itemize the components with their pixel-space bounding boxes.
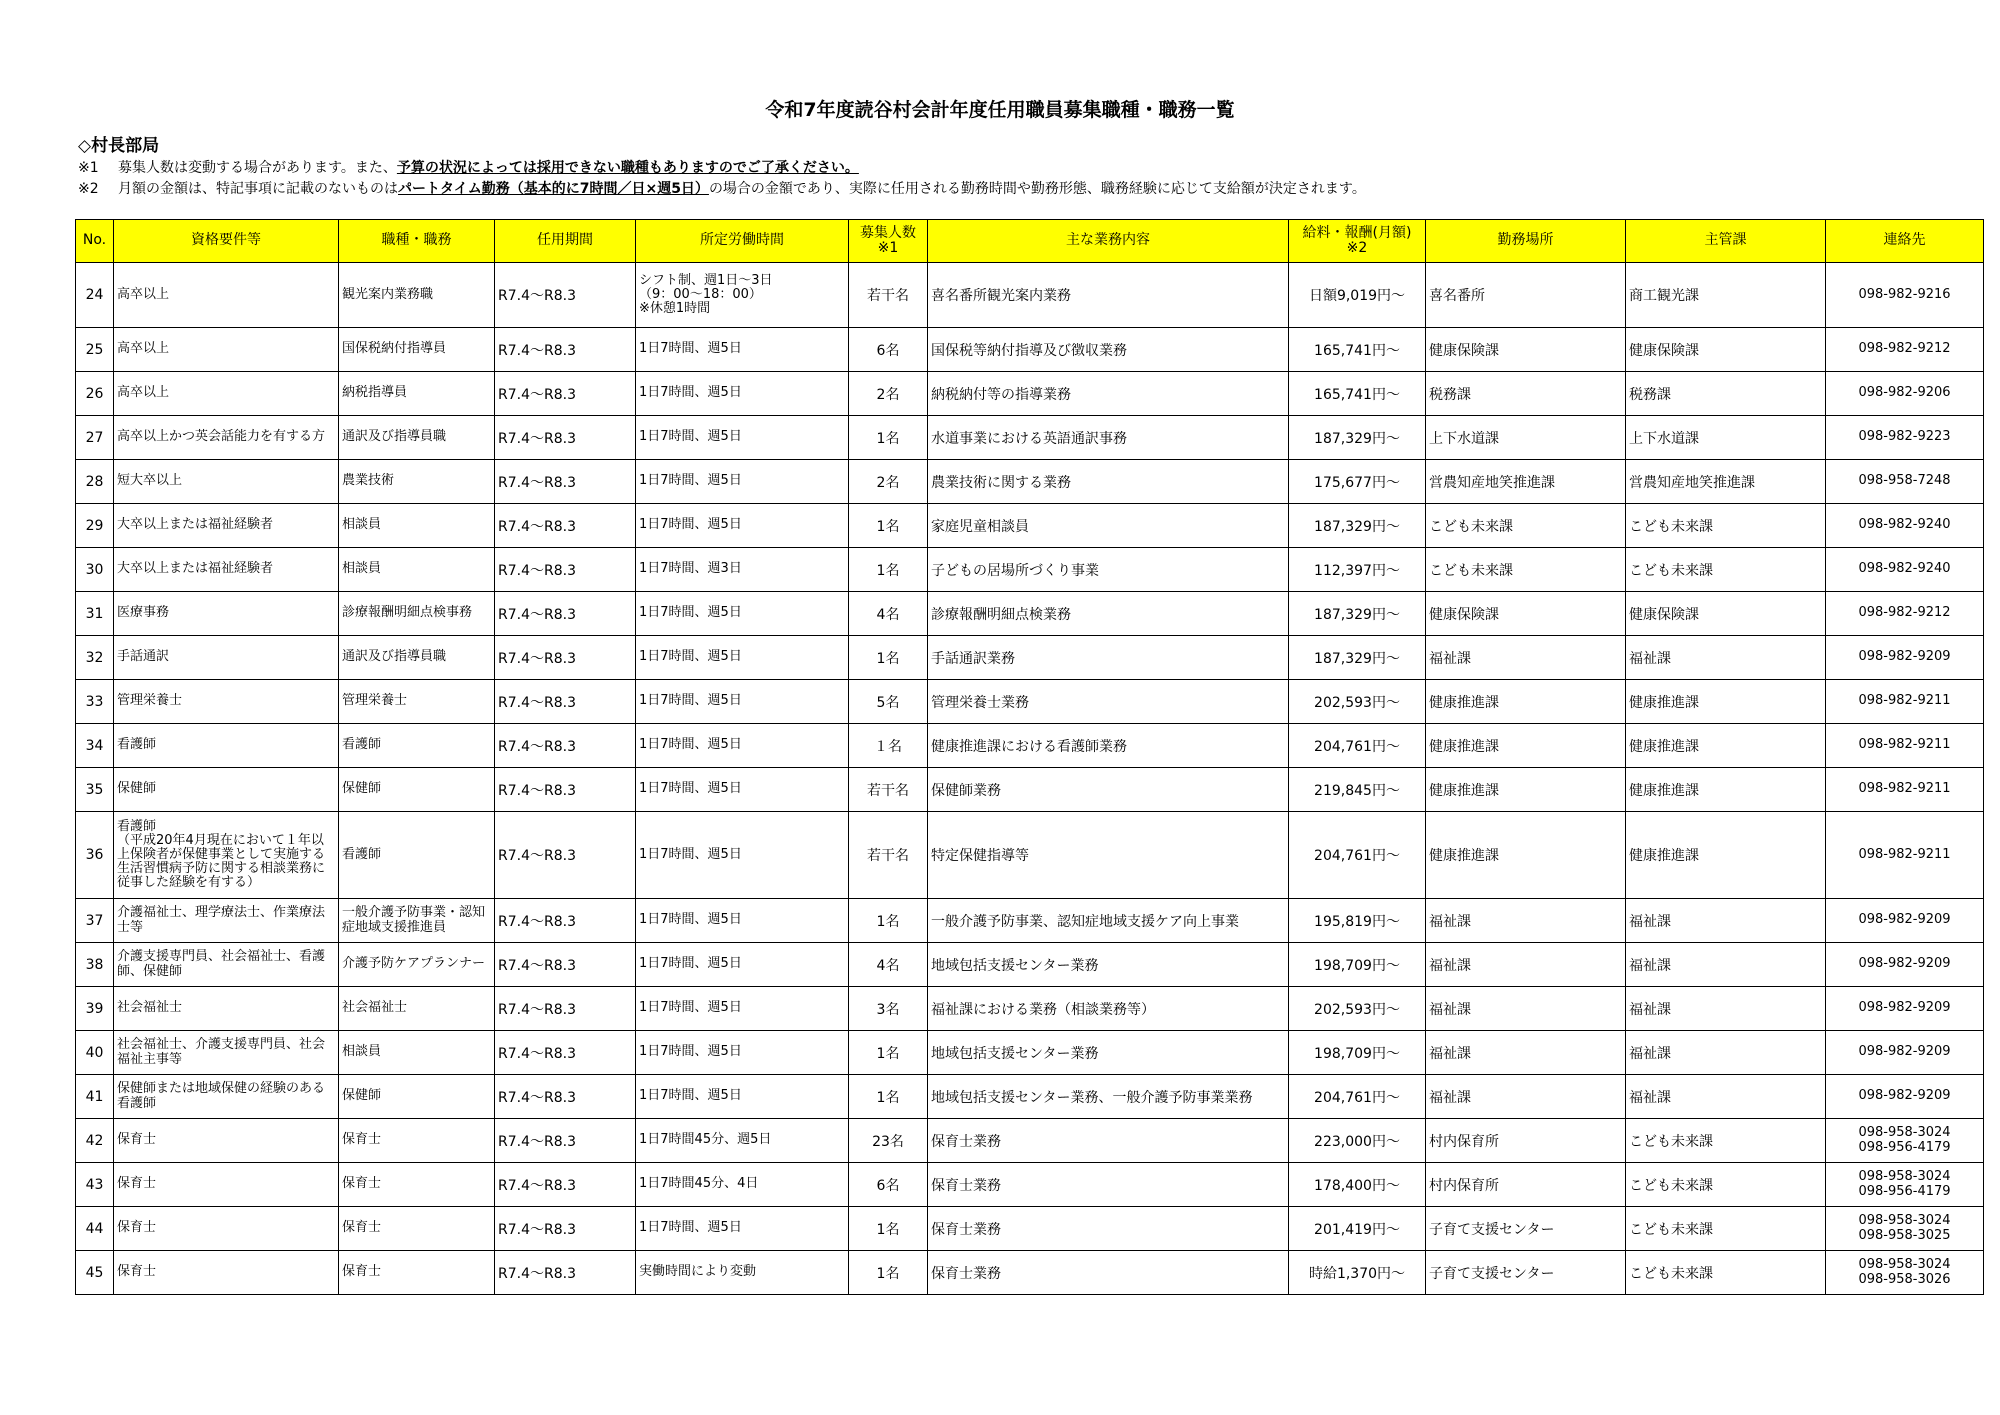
cell-job: 通訳及び指導員職 xyxy=(339,636,495,680)
cell-pay: 219,845円～ xyxy=(1289,768,1426,812)
cell-workplace: 健康推進課 xyxy=(1426,768,1626,812)
cell-qualification: 高卒以上 xyxy=(114,328,339,372)
cell-duties: 喜名番所観光案内業務 xyxy=(928,263,1289,328)
cell-no: 42 xyxy=(76,1119,114,1163)
cell-no: 27 xyxy=(76,416,114,460)
cell-period: R7.4～R8.3 xyxy=(495,328,636,372)
cell-contact: 098-958-3024 098-958-3026 xyxy=(1826,1251,1984,1295)
cell-no: 36 xyxy=(76,812,114,899)
cell-workplace: 福祉課 xyxy=(1426,943,1626,987)
cell-hours: 1日7時間、週5日 xyxy=(636,460,849,504)
header-count-label: 募集人数 xyxy=(860,224,916,241)
cell-hours: 1日7時間、週5日 xyxy=(636,636,849,680)
table-row xyxy=(76,1207,1984,1251)
cell-count: 6名 xyxy=(849,328,928,372)
cell-duties: 国保税等納付指導及び徴収業務 xyxy=(928,328,1289,372)
cell-contact: 098-982-9209 xyxy=(1826,987,1984,1031)
note-2-emphasis: パートタイム勤務（基本的に7時間／日×週5日） xyxy=(398,181,709,197)
cell-job: 相談員 xyxy=(339,504,495,548)
cell-dept: 健康推進課 xyxy=(1626,768,1826,812)
cell-workplace: 福祉課 xyxy=(1426,899,1626,943)
cell-hours: 1日7時間、週5日 xyxy=(636,504,849,548)
table-row xyxy=(76,416,1984,460)
cell-duties: 特定保健指導等 xyxy=(928,812,1289,899)
cell-contact: 098-958-3024 098-956-4179 xyxy=(1826,1119,1984,1163)
cell-duties: 地域包括支援センター業務 xyxy=(928,1031,1289,1075)
cell-dept: 営農知産地笑推進課 xyxy=(1626,460,1826,504)
cell-hours: 1日7時間、週5日 xyxy=(636,768,849,812)
cell-no: 37 xyxy=(76,899,114,943)
cell-period: R7.4～R8.3 xyxy=(495,987,636,1031)
cell-period: R7.4～R8.3 xyxy=(495,548,636,592)
header-job: 職種・職務 xyxy=(339,220,495,263)
table-row xyxy=(76,1163,1984,1207)
cell-qualification: 社会福祉士、介護支援専門員、社会福祉主事等 xyxy=(114,1031,339,1075)
cell-dept: 福祉課 xyxy=(1626,943,1826,987)
cell-qualification: 保育士 xyxy=(114,1207,339,1251)
cell-pay: 187,329円～ xyxy=(1289,636,1426,680)
cell-period: R7.4～R8.3 xyxy=(495,768,636,812)
cell-dept: こども未来課 xyxy=(1626,1119,1826,1163)
cell-no: 29 xyxy=(76,504,114,548)
cell-period: R7.4～R8.3 xyxy=(495,1163,636,1207)
cell-dept: こども未来課 xyxy=(1626,1251,1826,1295)
note-2 xyxy=(78,178,1366,198)
cell-period: R7.4～R8.3 xyxy=(495,943,636,987)
cell-no: 32 xyxy=(76,636,114,680)
cell-workplace: 健康保険課 xyxy=(1426,328,1626,372)
cell-count: １名 xyxy=(849,724,928,768)
cell-dept: 健康保険課 xyxy=(1626,592,1826,636)
cell-count: 1名 xyxy=(849,1075,928,1119)
cell-dept: 商工観光課 xyxy=(1626,263,1826,328)
header-no: No. xyxy=(76,220,114,263)
cell-no: 39 xyxy=(76,987,114,1031)
section-heading: ◇村長部局 xyxy=(78,136,160,156)
cell-dept: 上下水道課 xyxy=(1626,416,1826,460)
cell-pay: 202,593円～ xyxy=(1289,987,1426,1031)
cell-pay: 187,329円～ xyxy=(1289,592,1426,636)
cell-qualification: 看護師 xyxy=(114,724,339,768)
cell-workplace: こども未来課 xyxy=(1426,504,1626,548)
cell-job: 保育士 xyxy=(339,1207,495,1251)
cell-count: 1名 xyxy=(849,548,928,592)
cell-qualification: 介護福祉士、理学療法士、作業療法士等 xyxy=(114,899,339,943)
cell-dept: こども未来課 xyxy=(1626,1163,1826,1207)
cell-workplace: 健康保険課 xyxy=(1426,592,1626,636)
cell-qualification: 社会福祉士 xyxy=(114,987,339,1031)
cell-count: 1名 xyxy=(849,899,928,943)
cell-qualification: 保育士 xyxy=(114,1163,339,1207)
cell-job: 納税指導員 xyxy=(339,372,495,416)
cell-hours: 1日7時間、週5日 xyxy=(636,987,849,1031)
cell-qualification: 保育士 xyxy=(114,1251,339,1295)
cell-count: 5名 xyxy=(849,680,928,724)
cell-job: 保育士 xyxy=(339,1251,495,1295)
table-row xyxy=(76,768,1984,812)
cell-job: 相談員 xyxy=(339,1031,495,1075)
cell-no: 44 xyxy=(76,1207,114,1251)
cell-pay: 日額9,019円～ xyxy=(1289,263,1426,328)
cell-workplace: 福祉課 xyxy=(1426,987,1626,1031)
cell-hours: 1日7時間45分、4日 xyxy=(636,1163,849,1207)
cell-hours: 1日7時間、週5日 xyxy=(636,899,849,943)
cell-hours: シフト制、週1日～3日 （9：00～18：00） ※休憩1時間 xyxy=(636,263,849,328)
cell-hours: 1日7時間、週5日 xyxy=(636,812,849,899)
cell-dept: 健康保険課 xyxy=(1626,328,1826,372)
cell-hours: 1日7時間、週5日 xyxy=(636,592,849,636)
cell-dept: 福祉課 xyxy=(1626,1075,1826,1119)
cell-count: 若干名 xyxy=(849,263,928,328)
cell-job: 農業技術 xyxy=(339,460,495,504)
cell-job: 通訳及び指導員職 xyxy=(339,416,495,460)
cell-dept: こども未来課 xyxy=(1626,1207,1826,1251)
cell-period: R7.4～R8.3 xyxy=(495,504,636,548)
cell-job: 保育士 xyxy=(339,1119,495,1163)
cell-count: 4名 xyxy=(849,943,928,987)
cell-contact: 098-982-9211 xyxy=(1826,724,1984,768)
cell-pay: 178,400円～ xyxy=(1289,1163,1426,1207)
table-row xyxy=(76,263,1984,328)
cell-count: 4名 xyxy=(849,592,928,636)
table-row xyxy=(76,636,1984,680)
note-1-text: 募集人数は変動する場合があります。また、 xyxy=(118,160,397,176)
cell-contact: 098-958-3024 098-958-3025 xyxy=(1826,1207,1984,1251)
cell-count: 若干名 xyxy=(849,768,928,812)
header-pay-note: ※2 xyxy=(1346,240,1368,256)
header-pay-label: 給料・報酬(月額) xyxy=(1302,224,1412,241)
cell-hours: 1日7時間、週5日 xyxy=(636,943,849,987)
cell-duties: 地域包括支援センター業務 xyxy=(928,943,1289,987)
cell-duties: 保育士業務 xyxy=(928,1251,1289,1295)
cell-dept: 健康推進課 xyxy=(1626,812,1826,899)
cell-job: 観光案内業務職 xyxy=(339,263,495,328)
table-row xyxy=(76,460,1984,504)
cell-duties: 保育士業務 xyxy=(928,1119,1289,1163)
cell-contact: 098-982-9211 xyxy=(1826,768,1984,812)
cell-hours: 実働時間により変動 xyxy=(636,1251,849,1295)
cell-hours: 1日7時間、週5日 xyxy=(636,1031,849,1075)
cell-job: 看護師 xyxy=(339,724,495,768)
cell-duties: 保育士業務 xyxy=(928,1207,1289,1251)
cell-period: R7.4～R8.3 xyxy=(495,1251,636,1295)
note-2-mark: ※2 xyxy=(78,181,99,197)
cell-qualification: 保健師または地域保健の経験のある看護師 xyxy=(114,1075,339,1119)
cell-pay: 187,329円～ xyxy=(1289,416,1426,460)
cell-job: 保育士 xyxy=(339,1163,495,1207)
cell-contact: 098-982-9240 xyxy=(1826,504,1984,548)
cell-contact: 098-982-9209 xyxy=(1826,1075,1984,1119)
cell-period: R7.4～R8.3 xyxy=(495,372,636,416)
recruitment-table xyxy=(75,219,1984,1295)
cell-period: R7.4～R8.3 xyxy=(495,1207,636,1251)
cell-pay: 204,761円～ xyxy=(1289,1075,1426,1119)
cell-qualification: 保健師 xyxy=(114,768,339,812)
cell-workplace: 福祉課 xyxy=(1426,1031,1626,1075)
cell-no: 31 xyxy=(76,592,114,636)
table-row xyxy=(76,1251,1984,1295)
cell-contact: 098-982-9206 xyxy=(1826,372,1984,416)
cell-pay: 175,677円～ xyxy=(1289,460,1426,504)
cell-no: 33 xyxy=(76,680,114,724)
header-workplace: 勤務場所 xyxy=(1426,220,1626,263)
cell-workplace: 営農知産地笑推進課 xyxy=(1426,460,1626,504)
cell-duties: 診療報酬明細点検業務 xyxy=(928,592,1289,636)
table-row xyxy=(76,812,1984,899)
cell-dept: 福祉課 xyxy=(1626,636,1826,680)
cell-workplace: 福祉課 xyxy=(1426,1075,1626,1119)
cell-hours: 1日7時間、週5日 xyxy=(636,416,849,460)
cell-no: 26 xyxy=(76,372,114,416)
cell-dept: 税務課 xyxy=(1626,372,1826,416)
cell-count: 23名 xyxy=(849,1119,928,1163)
cell-contact: 098-982-9212 xyxy=(1826,328,1984,372)
cell-duties: 農業技術に関する業務 xyxy=(928,460,1289,504)
cell-count: 2名 xyxy=(849,372,928,416)
cell-hours: 1日7時間、週5日 xyxy=(636,724,849,768)
cell-workplace: 村内保育所 xyxy=(1426,1163,1626,1207)
cell-pay: 165,741円～ xyxy=(1289,328,1426,372)
cell-workplace: 税務課 xyxy=(1426,372,1626,416)
header-duties: 主な業務内容 xyxy=(928,220,1289,263)
cell-hours: 1日7時間、週5日 xyxy=(636,1075,849,1119)
cell-period: R7.4～R8.3 xyxy=(495,899,636,943)
cell-count: 1名 xyxy=(849,504,928,548)
table-row xyxy=(76,1031,1984,1075)
cell-hours: 1日7時間、週5日 xyxy=(636,372,849,416)
cell-workplace: こども未来課 xyxy=(1426,548,1626,592)
cell-count: 1名 xyxy=(849,636,928,680)
cell-no: 28 xyxy=(76,460,114,504)
cell-period: R7.4～R8.3 xyxy=(495,724,636,768)
cell-contact: 098-982-9209 xyxy=(1826,1031,1984,1075)
header-count-note: ※1 xyxy=(877,240,899,256)
header-hours: 所定労働時間 xyxy=(636,220,849,263)
cell-count: 2名 xyxy=(849,460,928,504)
cell-no: 40 xyxy=(76,1031,114,1075)
table-row xyxy=(76,724,1984,768)
cell-pay: 198,709円～ xyxy=(1289,943,1426,987)
cell-period: R7.4～R8.3 xyxy=(495,592,636,636)
cell-period: R7.4～R8.3 xyxy=(495,460,636,504)
cell-contact: 098-958-7248 xyxy=(1826,460,1984,504)
table-row xyxy=(76,592,1984,636)
table-row xyxy=(76,1075,1984,1119)
cell-duties: 一般介護予防事業、認知症地域支援ケア向上事業 xyxy=(928,899,1289,943)
cell-contact: 098-982-9240 xyxy=(1826,548,1984,592)
cell-qualification: 大卒以上または福祉経験者 xyxy=(114,548,339,592)
cell-pay: 204,761円～ xyxy=(1289,812,1426,899)
cell-period: R7.4～R8.3 xyxy=(495,263,636,328)
cell-workplace: 健康推進課 xyxy=(1426,724,1626,768)
cell-qualification: 手話通訳 xyxy=(114,636,339,680)
cell-hours: 1日7時間、週3日 xyxy=(636,548,849,592)
cell-qualification: 保育士 xyxy=(114,1119,339,1163)
note-2-tail: の場合の金額であり、実際に任用される勤務時間や勤務形態、職務経験に応じて支給額が決定されます。 xyxy=(708,181,1366,197)
table-row xyxy=(76,680,1984,724)
table-body xyxy=(76,263,1984,1295)
cell-job: 介護予防ケアプランナー xyxy=(339,943,495,987)
header-count xyxy=(849,220,928,263)
cell-pay: 204,761円～ xyxy=(1289,724,1426,768)
note-1-mark: ※1 xyxy=(78,160,99,176)
cell-contact: 098-982-9211 xyxy=(1826,812,1984,899)
cell-period: R7.4～R8.3 xyxy=(495,1119,636,1163)
cell-pay: 202,593円～ xyxy=(1289,680,1426,724)
table-row xyxy=(76,1119,1984,1163)
cell-job: 社会福祉士 xyxy=(339,987,495,1031)
cell-duties: 納税納付等の指導業務 xyxy=(928,372,1289,416)
header-dept: 主管課 xyxy=(1626,220,1826,263)
cell-qualification: 介護支援専門員、社会福祉士、看護師、保健師 xyxy=(114,943,339,987)
table-row xyxy=(76,943,1984,987)
cell-qualification: 高卒以上 xyxy=(114,372,339,416)
cell-dept: 福祉課 xyxy=(1626,1031,1826,1075)
cell-duties: 子どもの居場所づくり事業 xyxy=(928,548,1289,592)
cell-duties: 保健師業務 xyxy=(928,768,1289,812)
table-header-row xyxy=(76,220,1984,263)
table-row xyxy=(76,899,1984,943)
cell-duties: 管理栄養士業務 xyxy=(928,680,1289,724)
cell-job: 診療報酬明細点検事務 xyxy=(339,592,495,636)
cell-no: 35 xyxy=(76,768,114,812)
cell-period: R7.4～R8.3 xyxy=(495,1031,636,1075)
header-period: 任用期間 xyxy=(495,220,636,263)
cell-duties: 手話通訳業務 xyxy=(928,636,1289,680)
note-1 xyxy=(78,157,859,177)
cell-count: 1名 xyxy=(849,1207,928,1251)
cell-dept: こども未来課 xyxy=(1626,504,1826,548)
cell-no: 30 xyxy=(76,548,114,592)
cell-count: 若干名 xyxy=(849,812,928,899)
cell-period: R7.4～R8.3 xyxy=(495,680,636,724)
cell-no: 45 xyxy=(76,1251,114,1295)
cell-count: 3名 xyxy=(849,987,928,1031)
cell-pay: 198,709円～ xyxy=(1289,1031,1426,1075)
cell-dept: 健康推進課 xyxy=(1626,680,1826,724)
cell-duties: 家庭児童相談員 xyxy=(928,504,1289,548)
note-2-text: 月額の金額は、特記事項に記載のないものは xyxy=(118,181,398,197)
cell-contact: 098-982-9223 xyxy=(1826,416,1984,460)
cell-pay: 195,819円～ xyxy=(1289,899,1426,943)
cell-qualification: 高卒以上かつ英会話能力を有する方 xyxy=(114,416,339,460)
header-contact: 連絡先 xyxy=(1826,220,1984,263)
cell-duties: 地域包括支援センター業務、一般介護予防事業業務 xyxy=(928,1075,1289,1119)
cell-period: R7.4～R8.3 xyxy=(495,812,636,899)
cell-workplace: 子育て支援センター xyxy=(1426,1207,1626,1251)
cell-pay: 165,741円～ xyxy=(1289,372,1426,416)
cell-pay: 112,397円～ xyxy=(1289,548,1426,592)
table-row xyxy=(76,548,1984,592)
cell-no: 25 xyxy=(76,328,114,372)
header-pay xyxy=(1289,220,1426,263)
cell-workplace: 上下水道課 xyxy=(1426,416,1626,460)
cell-qualification: 管理栄養士 xyxy=(114,680,339,724)
cell-pay: 187,329円～ xyxy=(1289,504,1426,548)
cell-job: 保健師 xyxy=(339,1075,495,1119)
cell-job: 相談員 xyxy=(339,548,495,592)
cell-workplace: 健康推進課 xyxy=(1426,812,1626,899)
cell-no: 41 xyxy=(76,1075,114,1119)
cell-dept: こども未来課 xyxy=(1626,548,1826,592)
cell-hours: 1日7時間、週5日 xyxy=(636,680,849,724)
header-qualification: 資格要件等 xyxy=(114,220,339,263)
cell-job: 看護師 xyxy=(339,812,495,899)
cell-job: 一般介護予防事業・認知症地域支援推進員 xyxy=(339,899,495,943)
cell-job: 保健師 xyxy=(339,768,495,812)
cell-workplace: 喜名番所 xyxy=(1426,263,1626,328)
cell-workplace: 福祉課 xyxy=(1426,636,1626,680)
cell-contact: 098-982-9209 xyxy=(1826,943,1984,987)
cell-no: 34 xyxy=(76,724,114,768)
cell-job: 管理栄養士 xyxy=(339,680,495,724)
cell-hours: 1日7時間、週5日 xyxy=(636,1207,849,1251)
cell-no: 43 xyxy=(76,1163,114,1207)
cell-contact: 098-982-9216 xyxy=(1826,263,1984,328)
cell-duties: 保育士業務 xyxy=(928,1163,1289,1207)
cell-contact: 098-982-9212 xyxy=(1826,592,1984,636)
table-row xyxy=(76,504,1984,548)
cell-contact: 098-982-9209 xyxy=(1826,899,1984,943)
cell-pay: 223,000円～ xyxy=(1289,1119,1426,1163)
cell-period: R7.4～R8.3 xyxy=(495,1075,636,1119)
cell-count: 1名 xyxy=(849,416,928,460)
cell-contact: 098-982-9209 xyxy=(1826,636,1984,680)
cell-workplace: 健康推進課 xyxy=(1426,680,1626,724)
table-row xyxy=(76,987,1984,1031)
cell-contact: 098-982-9211 xyxy=(1826,680,1984,724)
cell-dept: 福祉課 xyxy=(1626,987,1826,1031)
cell-count: 1名 xyxy=(849,1031,928,1075)
cell-hours: 1日7時間、週5日 xyxy=(636,328,849,372)
cell-qualification: 高卒以上 xyxy=(114,263,339,328)
cell-dept: 健康推進課 xyxy=(1626,724,1826,768)
cell-duties: 福祉課における業務（相談業務等） xyxy=(928,987,1289,1031)
cell-duties: 水道事業における英語通訳事務 xyxy=(928,416,1289,460)
cell-pay: 時給1,370円～ xyxy=(1289,1251,1426,1295)
cell-count: 1名 xyxy=(849,1251,928,1295)
cell-count: 6名 xyxy=(849,1163,928,1207)
note-1-emphasis: 予算の状況によっては採用できない職種もありますのでご了承ください。 xyxy=(396,160,859,176)
cell-qualification: 短大卒以上 xyxy=(114,460,339,504)
cell-workplace: 子育て支援センター xyxy=(1426,1251,1626,1295)
cell-contact: 098-958-3024 098-956-4179 xyxy=(1826,1163,1984,1207)
cell-pay: 201,419円～ xyxy=(1289,1207,1426,1251)
cell-duties: 健康推進課における看護師業務 xyxy=(928,724,1289,768)
page-title: 令和7年度読谷村会計年度任用職員募集職種・職務一覧 xyxy=(765,99,1235,121)
table-row xyxy=(76,328,1984,372)
cell-qualification: 医療事務 xyxy=(114,592,339,636)
cell-qualification: 大卒以上または福祉経験者 xyxy=(114,504,339,548)
table-row xyxy=(76,372,1984,416)
cell-job: 国保税納付指導員 xyxy=(339,328,495,372)
cell-workplace: 村内保育所 xyxy=(1426,1119,1626,1163)
cell-no: 38 xyxy=(76,943,114,987)
cell-no: 24 xyxy=(76,263,114,328)
cell-dept: 福祉課 xyxy=(1626,899,1826,943)
cell-qualification: 看護師 （平成20年4月現在において１年以上保険者が保健事業として実施する生活習慣病予防に関する相談業務に従事した経験を有する） xyxy=(114,812,339,899)
cell-period: R7.4～R8.3 xyxy=(495,416,636,460)
cell-period: R7.4～R8.3 xyxy=(495,636,636,680)
cell-hours: 1日7時間45分、週5日 xyxy=(636,1119,849,1163)
